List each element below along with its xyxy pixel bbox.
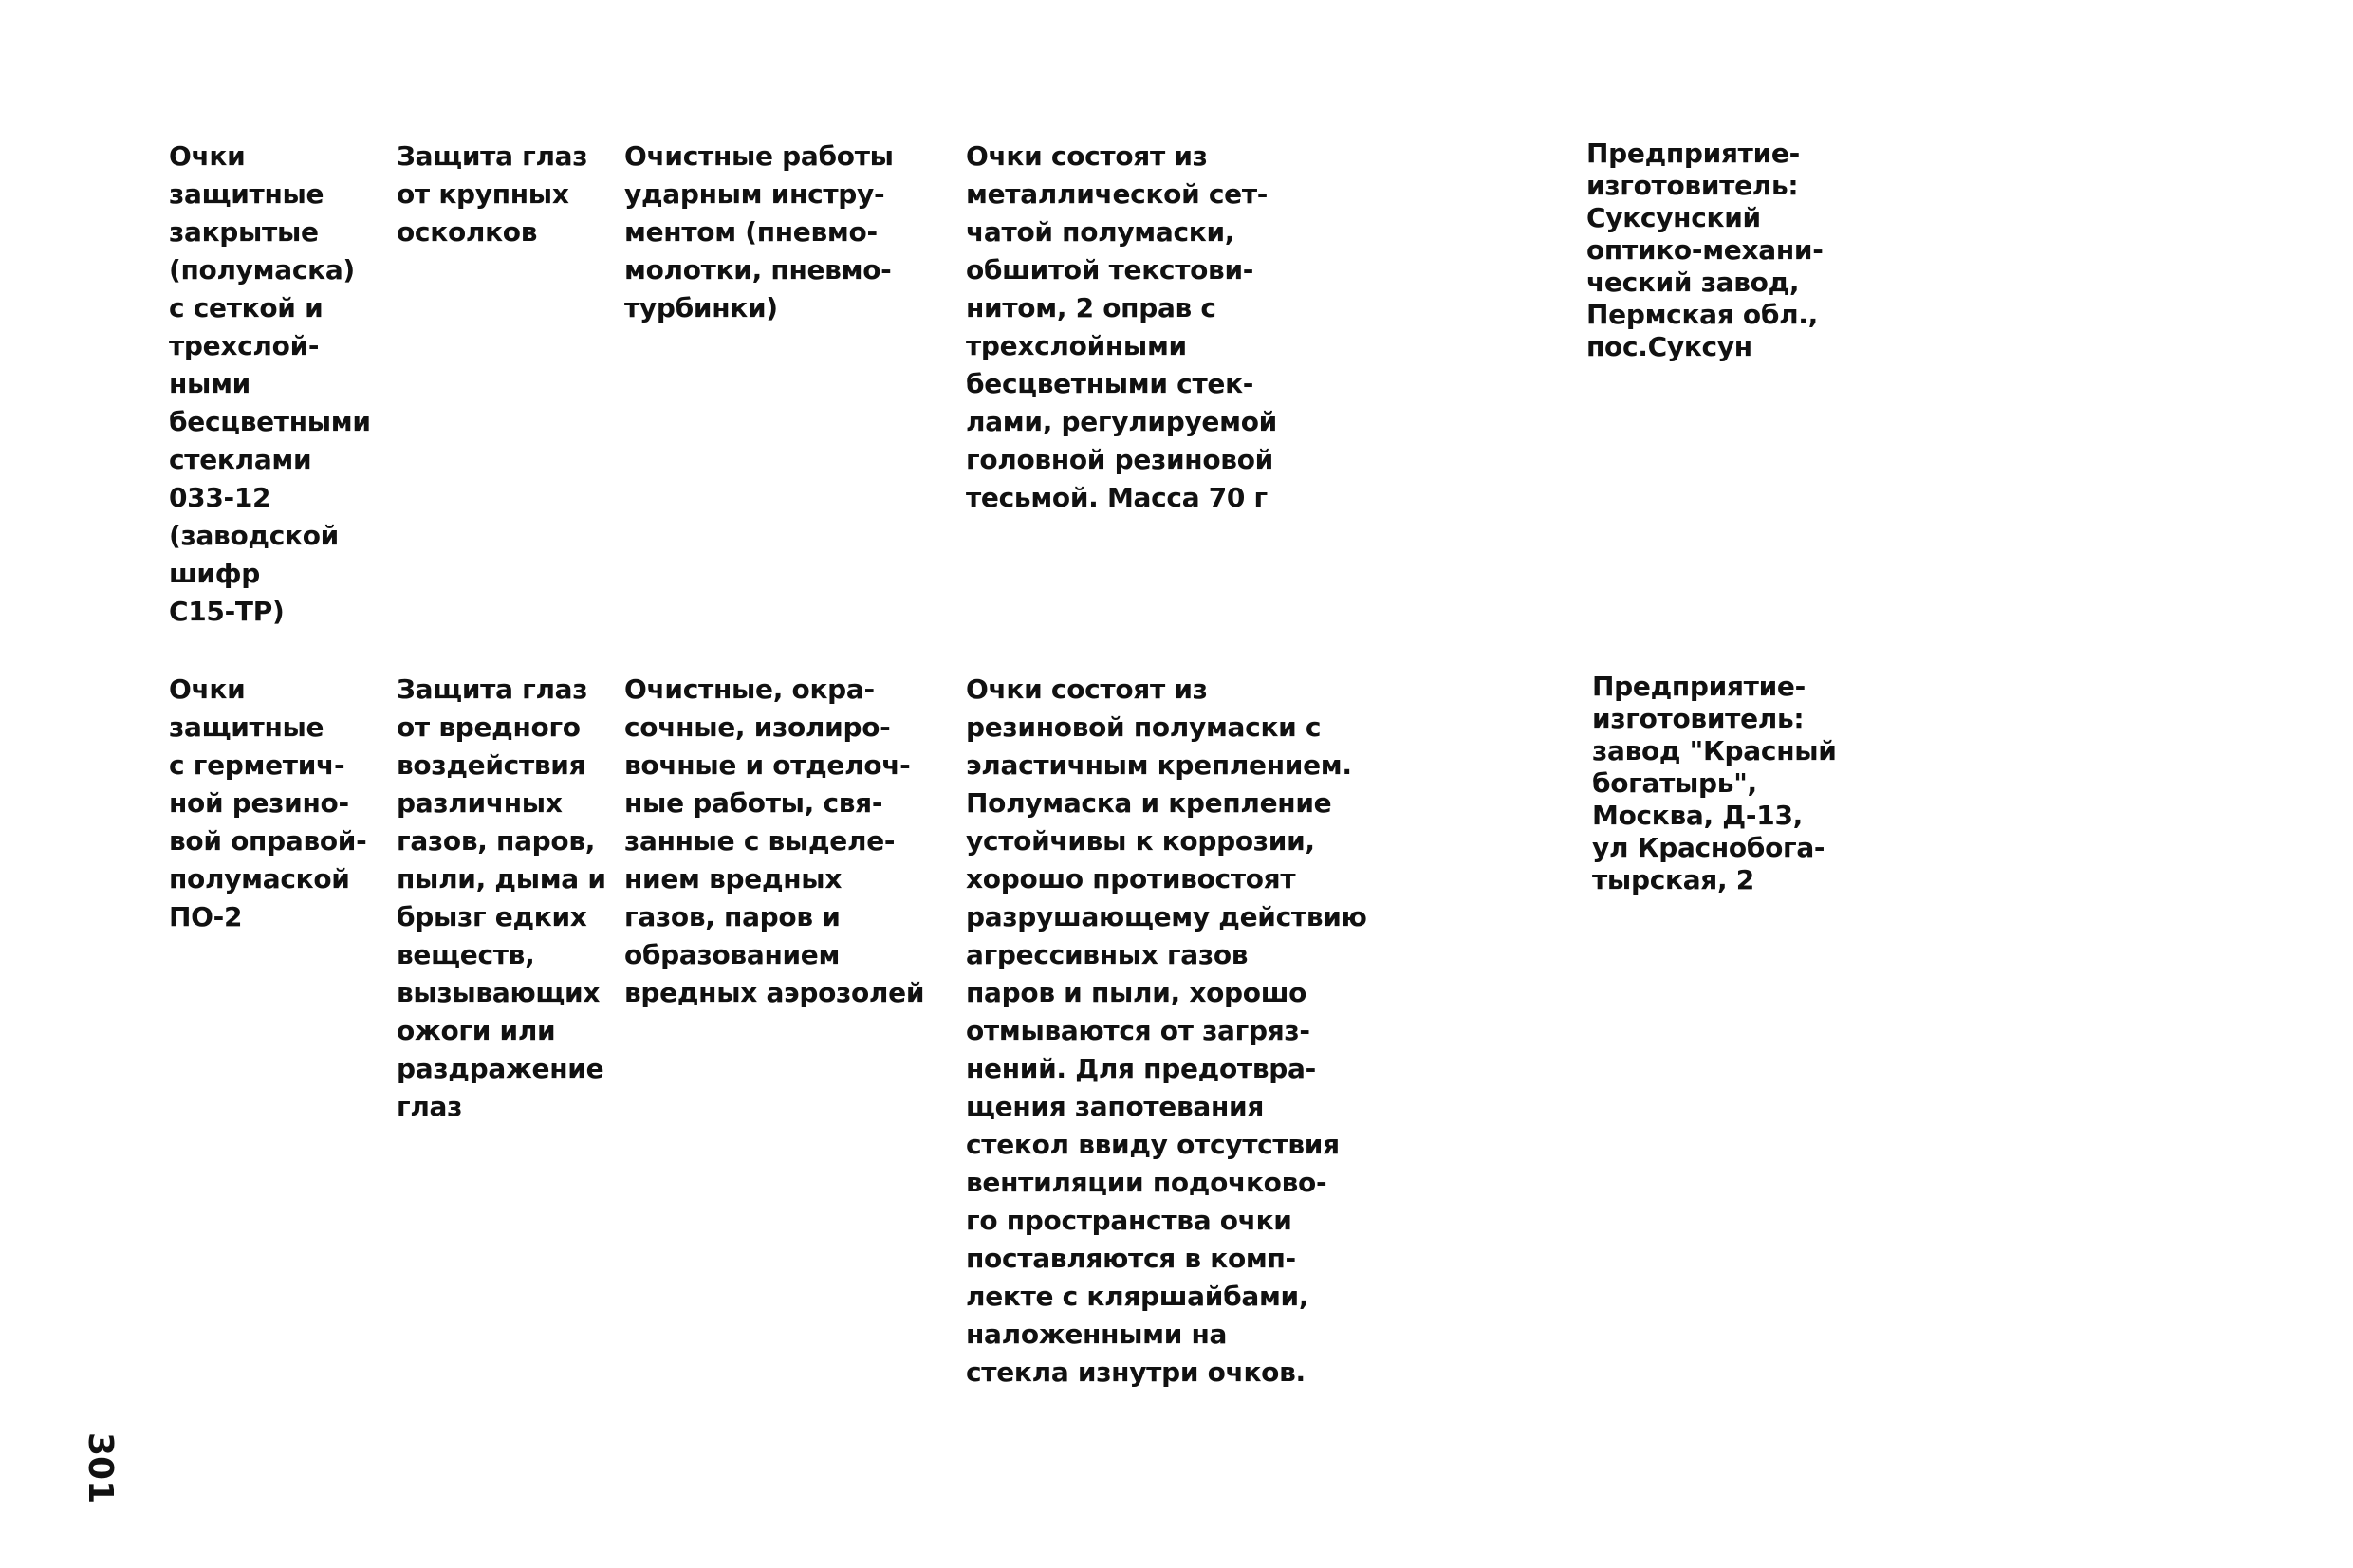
page-number: 301 xyxy=(81,1432,120,1504)
row2-purpose-cell: Защита глаз от вредного воздействия различных газов, паров, пыли, дыма и брызг едких веществ, вызывающих ожоги или раздражение глаз xyxy=(397,673,606,1122)
row1-product-cell: Очки защитные закрытые (полумаска) с сеткой и трехслой- ными бесцветными стеклами 033-12 (заводской шифр С15-ТР) xyxy=(169,140,371,627)
row1-application-cell: Очистные работы ударным инстру- ментом (пневмо- молотки, пневмо- турбинки) xyxy=(624,140,894,323)
row1-purpose-cell: Защита глаз от крупных осколков xyxy=(397,140,588,248)
row2-application-cell: Очистные, окра- сочные, изолиро- вочные и отделоч- ные работы, свя- занные с выделе- нием вредных газов, паров и образованием вредных аэрозолей xyxy=(624,673,925,1008)
row2-product-cell: Очки защитные с герметич- ной резино- вой оправой- полумаской ПО-2 xyxy=(169,673,367,932)
row2-manufacturer-cell: Предприятие- изготовитель: завод "Красный богатырь", Москва, Д-13, ул Краснобога- тырская, 2 xyxy=(1592,671,1837,895)
row2-description-cell: Очки состоят из резиновой полумаски с эластичным креплением. Полумаска и крепление устойчивы к коррозии, хорошо противостоят разрушающему действию агрессивных газов паров и пыли, хорошо отмываются от загряз- нений. Для предотвра- щения запотевания стекол ввиду отсутствия вентиляции подочково- го пространства очки поставляются в комп- лекте с кляршайбами, наложенными на стекла изнутри очков. xyxy=(966,673,1367,1388)
row1-manufacturer-cell: Предприятие- изготовитель: Суксунский оптико-механи- ческий завод, Пермская обл., пос.Суксун xyxy=(1586,138,1824,362)
row1-description-cell: Очки состоят из металлической сет- чатой полумаски, обшитой текстови- нитом, 2 оправ с трехслойными бесцветными стек- лами, регулируемой головной резиновой тесьмой. Масса 70 г xyxy=(966,140,1277,513)
